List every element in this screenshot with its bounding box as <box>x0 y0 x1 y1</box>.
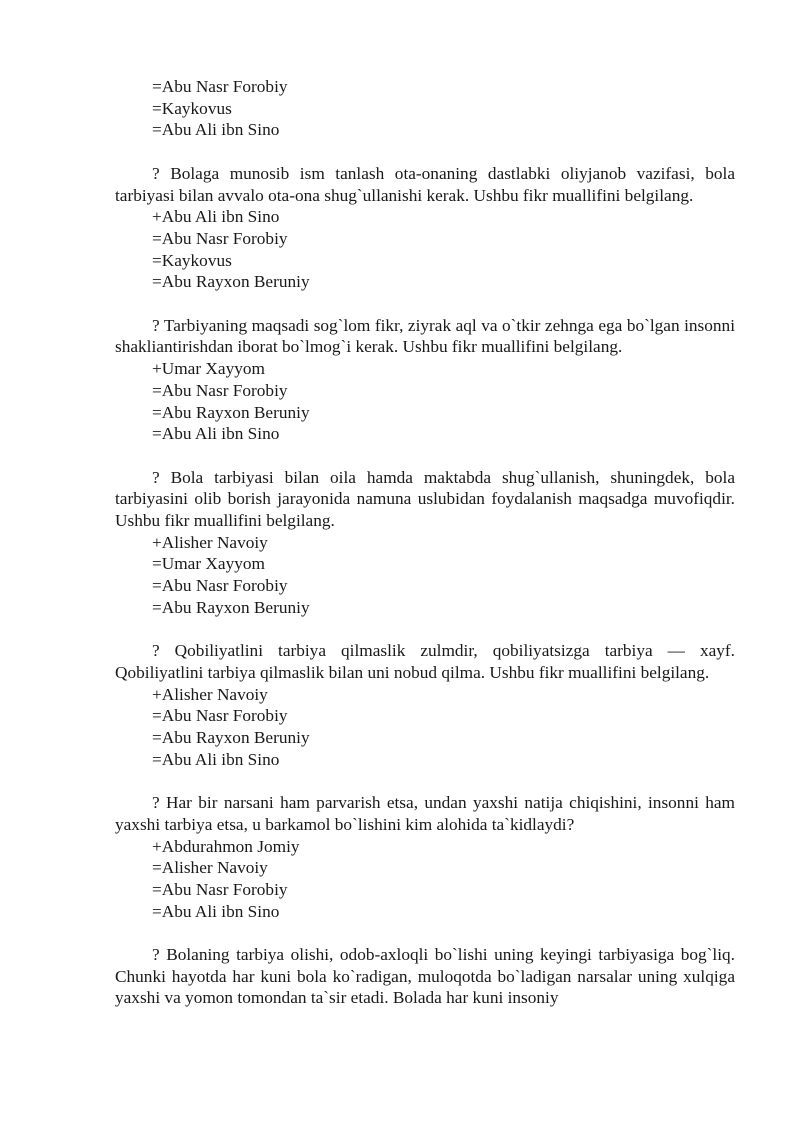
answer-option: =Abu Nasr Forobiy <box>152 380 288 400</box>
spacer <box>115 922 735 944</box>
answer-option: =Abu Rayxon Beruniy <box>152 728 310 748</box>
answer-option: =Abu Ali ibn Sino <box>152 120 280 140</box>
answer-option: =Abu Nasr Forobiy <box>152 77 288 96</box>
answer-option: =Abu Ali ibn Sino <box>152 749 280 769</box>
question-block <box>115 640 735 770</box>
answer-option: =Abu Rayxon Beruniy <box>152 402 310 422</box>
question-text: ? Bola tarbiyasi bilan oila hamda maktabda shug`ullanish, shuningdek, bola tarbiyasini olib borish jarayonida namuna uslubidan foydalanish maqsadga muvofiqdir. Ushbu fikr muallifini belgilang. <box>115 467 735 531</box>
question-block <box>115 163 735 293</box>
question-block <box>115 315 735 445</box>
question-block <box>115 944 735 1009</box>
question-text: ? Bolaga munosib ism tanlash ota-onaning dastlabki oliyjanob vazifasi, bola tarbiyasi bilan avvalo ota-ona shug`ullanishi kerak. Ushbu fikr muallifini belgilang. <box>115 163 735 205</box>
spacer <box>115 293 735 315</box>
question-block <box>115 792 735 922</box>
answer-option: =Umar Xayyom <box>152 554 265 574</box>
document-page <box>115 76 735 1009</box>
answer-option: =Abu Rayxon Beruniy <box>152 597 310 617</box>
spacer <box>115 770 735 792</box>
question-block <box>115 76 735 141</box>
answer-option: =Abu Nasr Forobiy <box>152 879 288 899</box>
answer-option: +Abu Ali ibn Sino <box>152 207 280 227</box>
answer-option: =Abu Ali ibn Sino <box>152 901 280 921</box>
answer-option: +Abdurahmon Jomiy <box>152 836 300 856</box>
question-text: ? Tarbiyaning maqsadi sog`lom fikr, ziyrak aql va o`tkir zehnga ega bo`lgan insonni shakliantirishdan iborat bo`lmog`i kerak. Ushbu fikr muallifini belgilang. <box>115 315 735 357</box>
answer-option: =Alisher Navoiy <box>152 858 268 878</box>
question-text: ? Har bir narsani ham parvarish etsa, undan yaxshi natija chiqishini, insonni ham yaxshi tarbiya etsa, u barkamol bo`lishini kim alohida ta`kidlaydi? <box>115 793 735 834</box>
answer-option: +Umar Xayyom <box>152 359 265 379</box>
spacer <box>115 619 735 641</box>
spacer <box>115 141 735 163</box>
answer-option: =Abu Rayxon Beruniy <box>152 272 310 292</box>
question-text: ? Qobiliyatlini tarbiya qilmaslik zulmdir, qobiliyatsizga tarbiya — xayf. Qobiliyatlini tarbiya qilmaslik bilan uni nobud qilma. Ushbu fikr muallifini belgilang. <box>115 641 735 682</box>
answer-option: =Abu Nasr Forobiy <box>152 228 288 248</box>
answer-option: +Alisher Navoiy <box>152 684 268 704</box>
answer-option: =Abu Nasr Forobiy <box>152 576 288 596</box>
answer-option: =Abu Nasr Forobiy <box>152 706 288 726</box>
answer-option: =Kaykovus <box>152 250 232 270</box>
answer-option: =Kaykovus <box>152 98 232 118</box>
spacer <box>115 445 735 467</box>
question-block <box>115 467 735 619</box>
answer-option: =Abu Ali ibn Sino <box>152 424 280 444</box>
answer-option: +Alisher Navoiy <box>152 532 268 552</box>
question-text: ? Bolaning tarbiya olishi, odob-axloqli bo`lishi uning keyingi tarbiyasiga bog`liq. Chunki hayotda har kuni bola ko`radigan, muloqotda bo`ladigan narsalar uning xulqiga yaxshi va yomon tomondan ta`sir etadi. Bolada har kuni insoniy <box>115 945 735 1008</box>
